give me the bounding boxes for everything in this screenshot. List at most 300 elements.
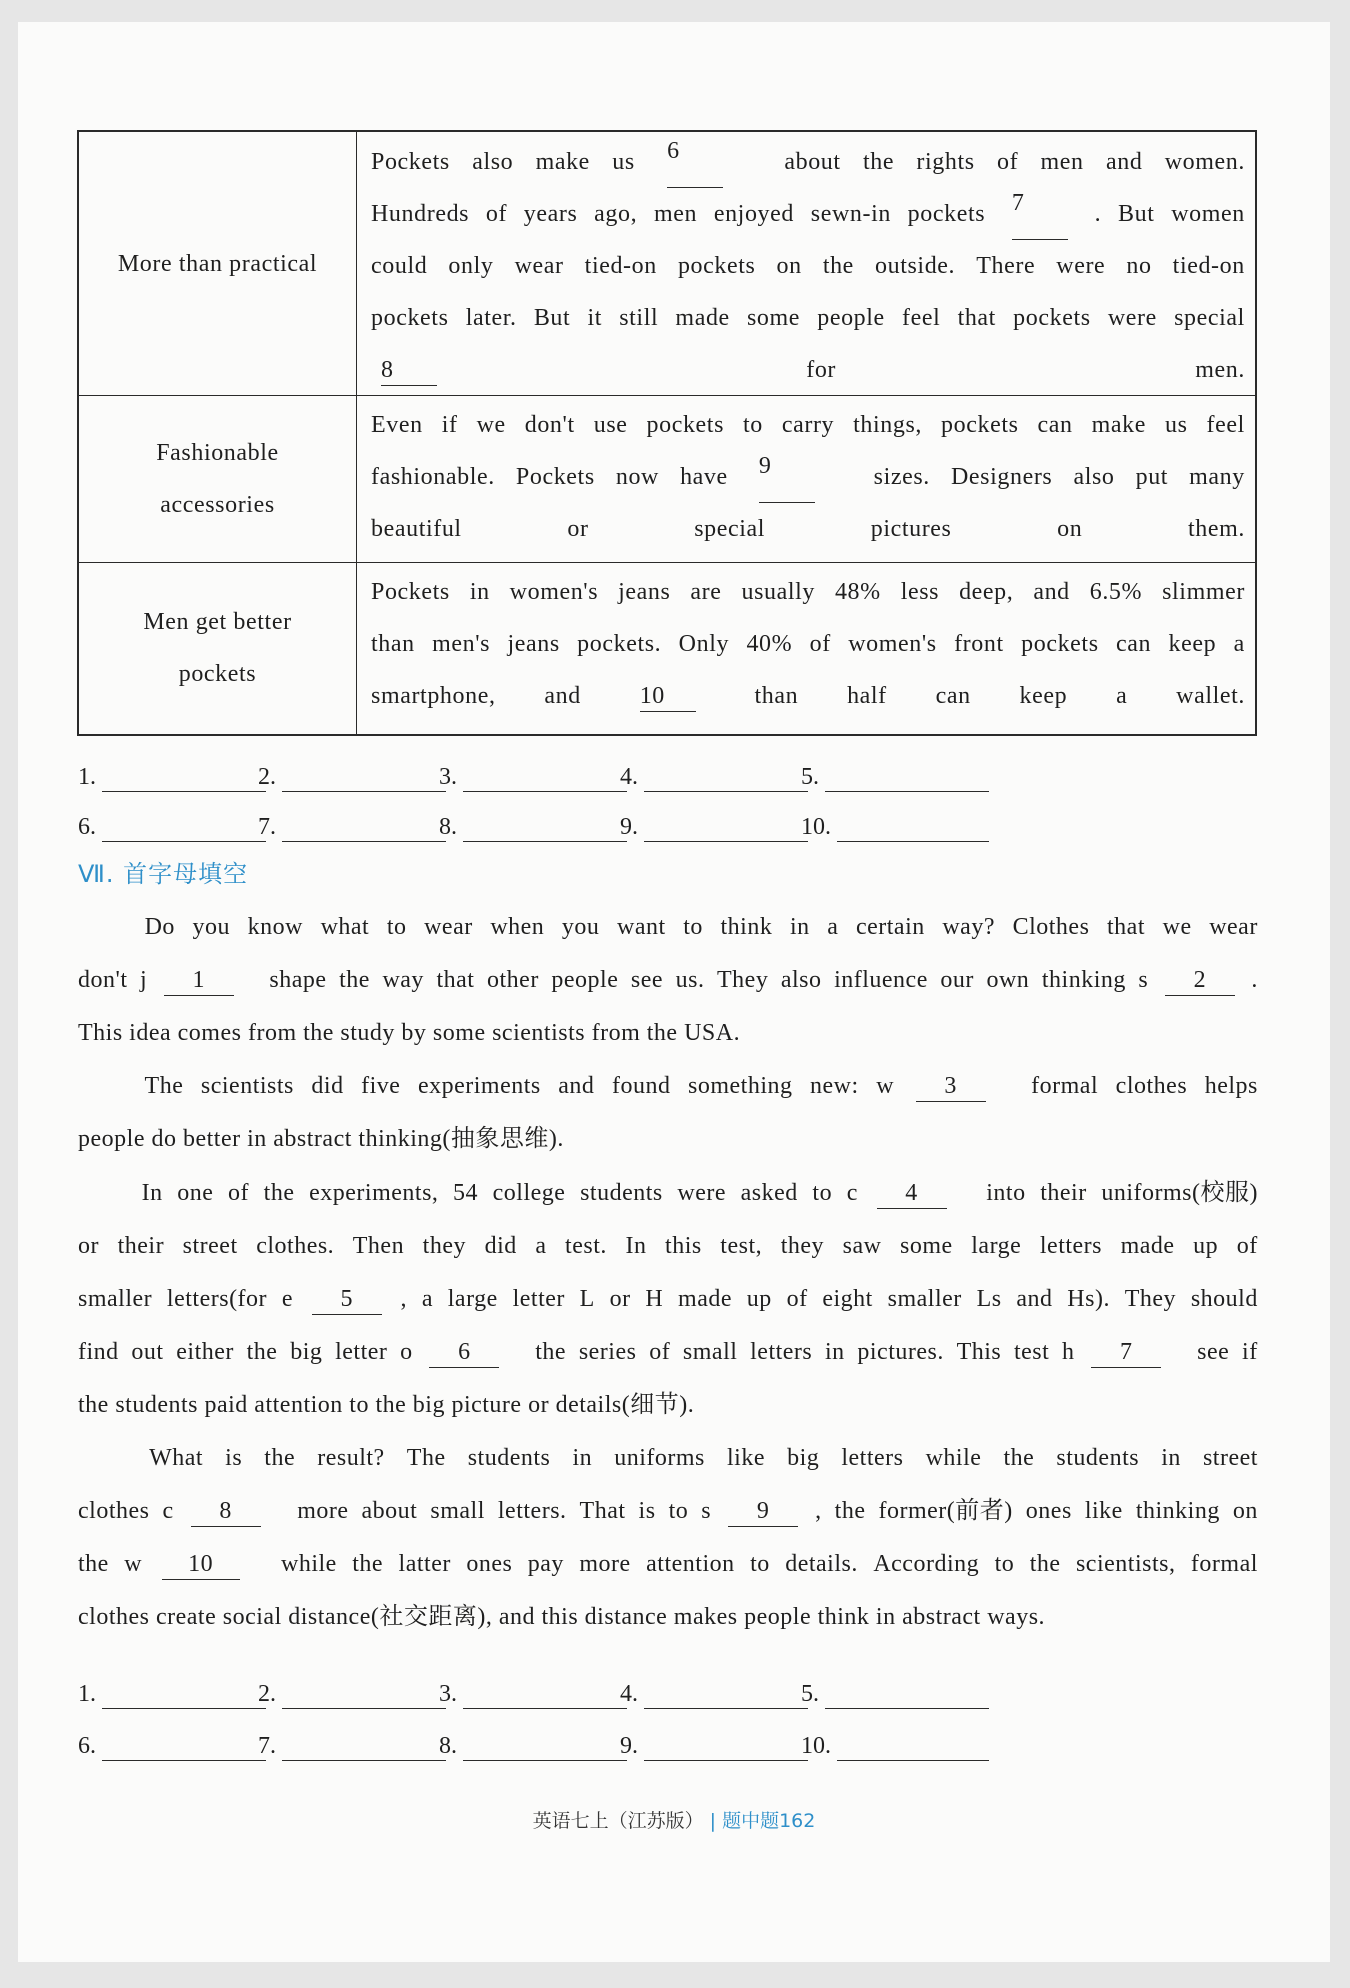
answer-blank-4[interactable] — [620, 1679, 808, 1709]
word: did — [484, 1233, 517, 1259]
answer-line[interactable] — [825, 1684, 989, 1709]
answer-line[interactable] — [282, 767, 446, 792]
word: the — [339, 967, 370, 993]
word: rights — [916, 149, 975, 175]
word: and — [1105, 149, 1143, 175]
text-segment: the students paid attention to the big picture or details(细节). — [78, 1392, 695, 1418]
word: were — [1107, 305, 1157, 331]
section-title: Ⅶ. 首字母填空 — [78, 860, 249, 888]
word: usually — [741, 579, 815, 605]
word: they — [780, 1233, 825, 1259]
word: 54 — [453, 1180, 479, 1206]
text-segment: This idea comes from the study by some scientists from the USA. — [78, 1020, 741, 1046]
word: we — [476, 412, 506, 438]
word: some — [746, 305, 801, 331]
word: the — [1003, 1445, 1035, 1471]
word: about — [784, 149, 841, 175]
word: the — [264, 1445, 296, 1471]
word: ago, — [594, 201, 638, 227]
word: can — [1037, 412, 1073, 438]
word: Hundreds — [371, 201, 470, 227]
word: or — [609, 1286, 631, 1312]
word: many — [1189, 464, 1245, 490]
word: in — [789, 914, 810, 940]
word: tied-on — [1172, 253, 1245, 279]
indent — [755, 136, 762, 188]
word: smaller — [78, 1286, 153, 1312]
answer-line[interactable] — [463, 1736, 627, 1761]
answer-number: 7. — [258, 814, 276, 840]
answer-number: 10. — [801, 814, 831, 840]
answer-number: 7. — [258, 1733, 276, 1759]
word: wear — [424, 914, 473, 940]
word: uniforms(校服) — [1101, 1180, 1258, 1206]
numbered-blank: 9 — [759, 451, 815, 503]
word: Then — [352, 1233, 405, 1259]
answer-blank-9[interactable] — [620, 1731, 808, 1761]
word: the — [352, 1551, 384, 1577]
word: have — [680, 464, 728, 490]
row-label-fashionable-accessories: Fashionable accessories — [156, 439, 279, 518]
word: Even — [371, 412, 423, 438]
word: way — [382, 967, 424, 993]
numbered-blank: 8 — [381, 355, 437, 386]
text-segment: smartphone, and — [371, 683, 630, 709]
word: made — [678, 1286, 733, 1312]
word: outside. — [875, 253, 956, 279]
word: . — [1251, 967, 1258, 993]
reading-table — [77, 130, 1257, 736]
indent — [1178, 1337, 1185, 1368]
answer-line[interactable] — [837, 817, 989, 842]
word: 6.5% — [1089, 579, 1143, 605]
word: small — [430, 1498, 485, 1524]
word: details. — [785, 1551, 858, 1577]
word: were — [1056, 253, 1106, 279]
numbered-blank: 6 — [667, 136, 723, 188]
word: series — [578, 1339, 637, 1365]
row-text-1 — [371, 136, 1245, 396]
word: also — [780, 967, 822, 993]
passage-line — [78, 1602, 1258, 1632]
word: don't — [78, 967, 128, 993]
word: make — [535, 149, 590, 175]
word: They — [717, 967, 769, 993]
word: also — [1073, 464, 1115, 490]
word: and — [558, 1073, 595, 1099]
text-line — [371, 566, 1245, 618]
answer-blank-5[interactable] — [801, 1679, 989, 1709]
word: of — [809, 631, 831, 657]
word: wear — [514, 253, 564, 279]
word: a — [827, 914, 839, 940]
footer-separator: | — [709, 1810, 717, 1832]
word: found — [611, 1073, 671, 1099]
word: make — [1091, 412, 1146, 438]
word: the — [1029, 1551, 1061, 1577]
text-segment: beautiful or special pictures on them. — [371, 516, 1245, 542]
word: could — [371, 253, 428, 279]
word: enjoyed — [713, 201, 795, 227]
row-label-men-get-better-pockets: Men get better pockets — [143, 609, 292, 687]
word: men's — [432, 631, 491, 657]
answer-blank-6[interactable] — [78, 1731, 266, 1761]
word: The — [406, 1445, 446, 1471]
answer-blank-7[interactable] — [258, 812, 446, 842]
text-line — [371, 503, 1245, 555]
word: There — [976, 253, 1036, 279]
word: According — [873, 1551, 980, 1577]
answer-number: 2. — [258, 1681, 276, 1707]
word: you — [192, 914, 231, 940]
word: they — [422, 1233, 466, 1259]
word: are — [690, 579, 722, 605]
indent — [78, 1071, 127, 1102]
answer-line[interactable] — [282, 817, 446, 842]
answer-line[interactable] — [644, 767, 808, 792]
word: pockets — [677, 253, 756, 279]
word: of — [997, 149, 1019, 175]
passage-line — [78, 1284, 1258, 1315]
word: wear — [1209, 914, 1258, 940]
word: of — [786, 1286, 808, 1312]
indent — [250, 965, 257, 996]
word: the — [535, 1339, 567, 1365]
word: Do — [144, 914, 175, 940]
word: letters. — [497, 1498, 567, 1524]
word: test, — [720, 1233, 763, 1259]
word: if — [1242, 1339, 1258, 1365]
text-line — [371, 240, 1245, 292]
word: sewn-in — [810, 201, 891, 227]
word: Clothes — [1012, 914, 1090, 940]
numbered-blank: 1 — [164, 965, 234, 996]
word: Hs). — [1067, 1286, 1110, 1312]
numbered-blank: 6 — [429, 1337, 499, 1368]
word: while — [280, 1551, 337, 1577]
word: us — [1164, 412, 1188, 438]
answer-blank-1[interactable] — [78, 762, 266, 792]
text-segment: people do better in abstract thinking(抽象思维). — [78, 1126, 564, 1152]
word: of — [228, 1180, 250, 1206]
passage-line — [78, 912, 1258, 942]
row-text-2 — [371, 399, 1245, 555]
word: women's — [848, 631, 937, 657]
answer-line[interactable] — [282, 1684, 446, 1709]
answer-blank-3[interactable] — [439, 762, 627, 792]
word: L — [579, 1286, 595, 1312]
word: keep — [1168, 631, 1217, 657]
text-segment: for men. — [447, 357, 1245, 383]
word: more — [297, 1498, 349, 1524]
word: the — [78, 1551, 109, 1577]
word: think — [720, 914, 773, 940]
word: jeans — [507, 631, 560, 657]
text-line — [371, 344, 1245, 396]
word: pockets — [1021, 631, 1099, 657]
word: of — [1236, 1233, 1258, 1259]
book-title: 英语七上（江苏版） — [532, 1810, 704, 1832]
word: up — [1193, 1233, 1219, 1259]
answer-line[interactable] — [837, 1736, 989, 1761]
word: thinking — [1041, 967, 1126, 993]
word: asked — [740, 1180, 798, 1206]
answer-line[interactable] — [282, 1736, 446, 1761]
word: students — [467, 1445, 551, 1471]
word: less — [900, 579, 940, 605]
word: it — [587, 305, 603, 331]
word: to — [743, 412, 763, 438]
word: still — [619, 305, 659, 331]
word: you — [561, 914, 600, 940]
word: pictures. — [857, 1339, 944, 1365]
word: slimmer — [1162, 579, 1245, 605]
word: clothes — [1115, 1073, 1188, 1099]
word: in — [469, 579, 490, 605]
word: men — [1040, 149, 1084, 175]
answer-blank-2[interactable] — [258, 762, 446, 792]
answer-number: 9. — [620, 814, 638, 840]
word: experiments — [417, 1073, 541, 1099]
word: But — [533, 305, 571, 331]
answer-blank-3[interactable] — [439, 1679, 627, 1709]
word: result? — [317, 1445, 385, 1471]
answer-line[interactable] — [463, 817, 627, 842]
text-line — [371, 399, 1245, 451]
word: students — [580, 1180, 663, 1206]
word: clothes — [78, 1498, 150, 1524]
word: later. — [465, 305, 517, 331]
indent — [965, 1178, 972, 1209]
word: H — [645, 1286, 664, 1312]
word: Pockets — [371, 149, 450, 175]
numbered-blank: 10 — [162, 1549, 240, 1580]
numbered-blank: 3 — [916, 1071, 986, 1102]
word: letters — [841, 1445, 904, 1471]
word: big — [290, 1339, 323, 1365]
word: latter — [398, 1551, 451, 1577]
word: some — [900, 1233, 953, 1259]
word: letter — [335, 1339, 388, 1365]
word: should — [1190, 1286, 1258, 1312]
word: experiments, — [309, 1180, 439, 1206]
answer-line[interactable] — [102, 1684, 266, 1709]
word: The — [144, 1073, 184, 1099]
row-text-3 — [371, 566, 1245, 722]
word: in — [824, 1339, 845, 1365]
answer-blank-5[interactable] — [801, 762, 989, 792]
word: helps — [1204, 1073, 1258, 1099]
word: new: — [810, 1073, 859, 1099]
text-line — [371, 670, 1245, 722]
word: In — [141, 1180, 163, 1206]
word: s — [701, 1498, 712, 1524]
answer-blank-2[interactable] — [258, 1679, 446, 1709]
word: Pockets — [515, 464, 595, 490]
answer-line[interactable] — [644, 817, 808, 842]
answer-line[interactable] — [102, 1736, 266, 1761]
word: years — [523, 201, 578, 227]
word: things, — [853, 412, 923, 438]
word: our — [940, 967, 974, 993]
word: front — [954, 631, 1004, 657]
numbered-blank: 7 — [1091, 1337, 1161, 1368]
word: 40% — [746, 631, 793, 657]
word: of — [649, 1339, 671, 1365]
word: that — [1107, 914, 1146, 940]
row-label-more-than-practical: More than practical — [117, 250, 318, 277]
word: to — [683, 914, 703, 940]
numbered-blank: 7 — [1012, 188, 1068, 240]
word: street — [182, 1233, 238, 1259]
indent — [516, 1337, 523, 1368]
passage-line — [78, 1496, 1258, 1527]
numbered-blank: 8 — [191, 1496, 261, 1527]
indent — [78, 912, 127, 942]
word: pay — [527, 1551, 564, 1577]
numbered-blank: 9 — [728, 1496, 798, 1527]
passage-line — [78, 1178, 1258, 1209]
word: men — [653, 201, 698, 227]
answer-number: 3. — [439, 764, 457, 790]
word: own — [986, 967, 1030, 993]
word: pockets — [907, 201, 986, 227]
word: to — [386, 914, 407, 940]
answer-line[interactable] — [644, 1684, 808, 1709]
word: when — [490, 914, 545, 940]
answer-number: 4. — [620, 1681, 638, 1707]
word: put — [1135, 464, 1169, 490]
word: see — [630, 967, 664, 993]
answer-blank-7[interactable] — [258, 1731, 446, 1761]
word: see — [1197, 1339, 1230, 1365]
answer-number: 6. — [78, 1733, 96, 1759]
word: like — [1084, 1498, 1123, 1524]
word: were — [677, 1180, 727, 1206]
answer-line[interactable] — [463, 767, 627, 792]
word: attention — [646, 1551, 735, 1577]
answer-number: 2. — [258, 764, 276, 790]
word: e — [281, 1286, 293, 1312]
text-line — [371, 188, 1245, 240]
word: certain — [855, 914, 925, 940]
word: that — [436, 967, 475, 993]
word: w — [876, 1073, 895, 1099]
word: to — [750, 1551, 770, 1577]
word: people — [817, 305, 885, 331]
word: special — [1174, 305, 1245, 331]
word: of — [485, 201, 508, 227]
word: women's — [509, 579, 599, 605]
word: former(前者) — [878, 1498, 1013, 1524]
word: while — [925, 1445, 982, 1471]
answer-blank-1[interactable] — [78, 1679, 266, 1709]
answer-line[interactable] — [102, 817, 266, 842]
text-line — [371, 618, 1245, 670]
word: and — [1033, 579, 1070, 605]
word: out — [131, 1339, 164, 1365]
word: carry — [781, 412, 835, 438]
word: c — [846, 1180, 858, 1206]
answer-blank-8[interactable] — [439, 1731, 627, 1761]
answer-line[interactable] — [825, 767, 989, 792]
word: use — [593, 412, 628, 438]
word: other — [487, 967, 539, 993]
indent — [1007, 1071, 1014, 1102]
answer-blank-4[interactable] — [620, 762, 808, 792]
word: a — [535, 1233, 547, 1259]
word: to — [812, 1180, 833, 1206]
text-line — [371, 292, 1245, 344]
word: letters — [750, 1339, 813, 1365]
word: pockets — [646, 412, 725, 438]
word: want — [616, 914, 666, 940]
word: Only — [678, 631, 730, 657]
word: did — [311, 1073, 344, 1099]
word: formal — [1190, 1551, 1258, 1577]
indent — [78, 1178, 127, 1209]
word: deep, — [959, 579, 1014, 605]
word: the — [263, 1180, 295, 1206]
answer-line[interactable] — [463, 1684, 627, 1709]
word: like — [726, 1445, 765, 1471]
passage-line — [78, 1549, 1258, 1580]
answer-line[interactable] — [102, 767, 266, 792]
word: the — [834, 1498, 866, 1524]
table-column-divider — [356, 132, 357, 734]
word: clothes. — [256, 1233, 335, 1259]
word: smaller — [887, 1286, 962, 1312]
word: made — [675, 305, 730, 331]
word: if — [441, 412, 458, 438]
word: large — [971, 1233, 1022, 1259]
answer-line[interactable] — [644, 1736, 808, 1761]
passage-line — [78, 1337, 1258, 1368]
word: What — [149, 1445, 204, 1471]
word: sizes. — [873, 464, 930, 490]
word: on — [1232, 1498, 1258, 1524]
word: a — [1233, 631, 1245, 657]
word: uniforms — [614, 1445, 705, 1471]
word: jeans — [618, 579, 671, 605]
numbered-blank: 4 — [877, 1178, 947, 1209]
word: is — [638, 1498, 656, 1524]
word: ones — [466, 1551, 513, 1577]
passage-line — [78, 1018, 1258, 1048]
answer-blank-9[interactable] — [620, 812, 808, 842]
word: saw — [842, 1233, 882, 1259]
word: to — [994, 1551, 1015, 1577]
word: made — [1120, 1233, 1175, 1259]
word: something — [688, 1073, 793, 1099]
word: than — [371, 631, 415, 657]
word: letters(for — [166, 1286, 268, 1312]
word: influence — [834, 967, 928, 993]
word: the — [822, 253, 854, 279]
answer-blank-6[interactable] — [78, 812, 266, 842]
numbered-blank: 10 — [640, 681, 696, 712]
word: this — [665, 1233, 702, 1259]
answer-blank-10[interactable] — [801, 1731, 989, 1761]
answer-number: 1. — [78, 1681, 96, 1707]
answer-blank-10[interactable] — [801, 812, 989, 842]
word: test. — [565, 1233, 607, 1259]
word: , — [815, 1498, 822, 1524]
word: feel — [902, 305, 941, 331]
passage-line — [78, 965, 1258, 996]
answer-blank-8[interactable] — [439, 812, 627, 842]
passage-line — [78, 1231, 1258, 1261]
